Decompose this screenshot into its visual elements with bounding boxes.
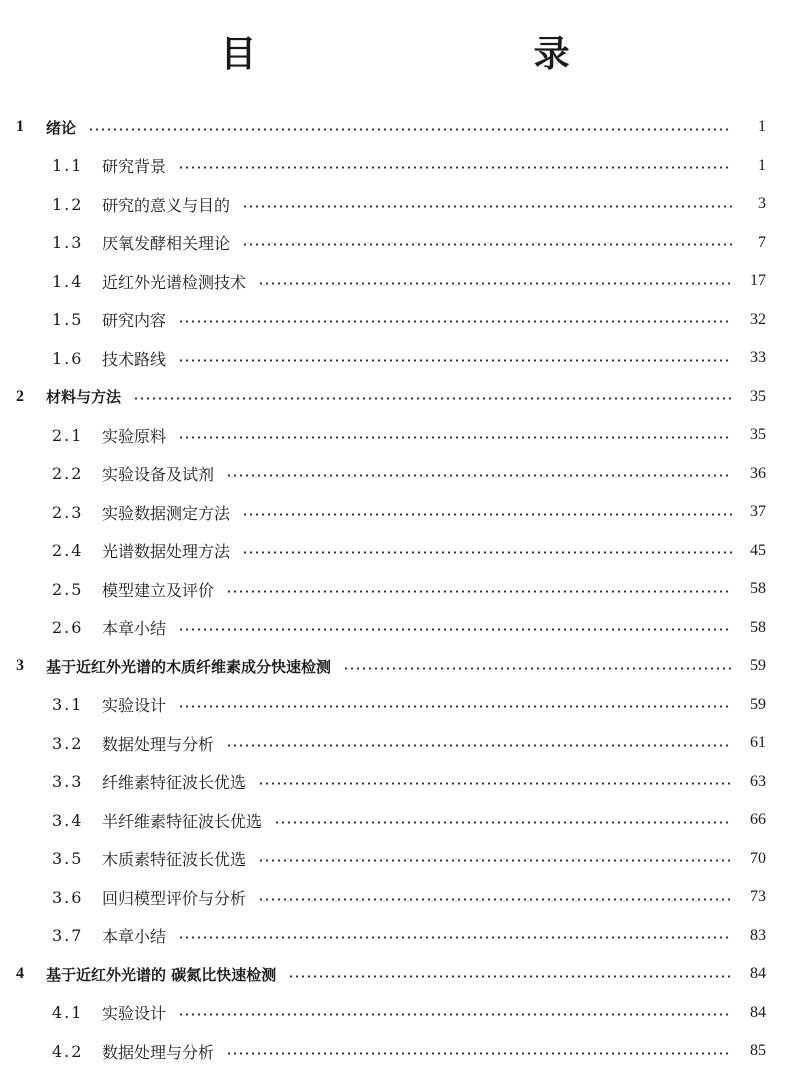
page-title: 目 录 <box>220 33 638 75</box>
toc-entry-number: 1.2 <box>52 194 84 214</box>
toc-section-entry[interactable] <box>0 532 790 571</box>
toc-entry-number: 2.1 <box>52 425 84 445</box>
toc-entry-title: 数据处理与分析 <box>102 734 215 754</box>
toc-entry-number: 1.3 <box>52 233 84 253</box>
dot-leader <box>178 1013 732 1017</box>
dot-leader <box>288 974 732 978</box>
toc-entry-title: 半纤维素特征波长优选 <box>102 811 263 831</box>
toc-entry-page-number: 33 <box>750 349 766 367</box>
toc-entry-number: 2 <box>16 387 24 405</box>
toc-entry-title: 模型建立及评价 <box>102 580 215 600</box>
toc-entry-title: 实验数据测定方法 <box>102 503 231 523</box>
toc-entry-page-number: 32 <box>750 310 766 328</box>
toc-entry-page-number: 84 <box>750 1003 766 1021</box>
dot-leader <box>88 127 732 131</box>
toc-entry-title: 纤维素特征波长优选 <box>102 773 247 793</box>
toc-entry-title: 研究内容 <box>102 311 167 331</box>
toc-entry-page-number: 1 <box>758 156 766 174</box>
toc-entry-number: 1.4 <box>52 271 84 291</box>
toc-section-entry[interactable] <box>0 224 790 263</box>
toc-entry-title: 技术路线 <box>102 349 167 369</box>
toc-entry-number: 2.2 <box>52 464 84 484</box>
toc-entry-page-number: 3 <box>758 195 766 213</box>
toc-entry-page-number: 17 <box>750 272 766 290</box>
toc-entry-page-number: 37 <box>750 503 766 521</box>
dot-leader <box>274 820 732 824</box>
toc-entry-page-number: 36 <box>750 464 766 482</box>
toc-entry-number: 1.6 <box>52 348 84 368</box>
toc-entry-title: 厌氧发酵相关理论 <box>102 234 231 254</box>
toc-entry-title: 实验原料 <box>102 426 167 446</box>
toc-entry-page-number: 85 <box>750 1042 766 1060</box>
toc-section-entry[interactable] <box>0 262 790 301</box>
toc-entry-page-number: 66 <box>750 811 766 829</box>
dot-leader <box>242 204 732 208</box>
toc-entry-title: 回归模型评价与分析 <box>102 888 247 908</box>
dot-leader <box>178 936 732 940</box>
toc-entry-number: 4 <box>16 965 24 983</box>
toc-entry-page-number: 84 <box>750 965 766 983</box>
dot-leader <box>178 628 732 632</box>
toc-entry-page-number: 58 <box>750 580 766 598</box>
toc-entry-title: 实验设计 <box>102 696 167 716</box>
toc-entry-number: 1 <box>16 118 24 136</box>
toc-section-entry[interactable] <box>0 339 790 378</box>
dot-leader <box>178 320 732 324</box>
toc-entry-page-number: 35 <box>750 426 766 444</box>
toc-entry-number: 2.3 <box>52 502 84 522</box>
toc-entry-page-number: 73 <box>750 888 766 906</box>
toc-entry-title: 实验设计 <box>102 1004 167 1024</box>
dot-leader <box>258 897 732 901</box>
toc-entry-title: 研究背景 <box>102 157 167 177</box>
toc-entry-page-number: 63 <box>750 772 766 790</box>
toc-section-entry[interactable] <box>0 147 790 186</box>
toc-chapter-entry[interactable] <box>0 955 790 994</box>
toc-entry-number: 3 <box>16 657 24 675</box>
toc-section-entry[interactable] <box>0 801 790 840</box>
toc-entry-number: 3.2 <box>52 733 84 753</box>
toc-chapter-entry[interactable] <box>0 108 790 147</box>
toc-section-entry[interactable] <box>0 878 790 917</box>
toc-section-entry[interactable] <box>0 570 790 609</box>
dot-leader <box>258 782 732 786</box>
toc-entry-page-number: 83 <box>750 926 766 944</box>
dot-leader <box>242 551 732 555</box>
toc-entry-number: 1.1 <box>52 156 84 176</box>
toc-entry-page-number: 35 <box>750 387 766 405</box>
dot-leader <box>226 1051 732 1055</box>
toc-entry-page-number: 7 <box>758 233 766 251</box>
toc-section-entry[interactable] <box>0 724 790 763</box>
toc-entry-title: 材料与方法 <box>46 388 122 407</box>
toc-entry-number: 3.5 <box>52 849 84 869</box>
toc-section-entry[interactable] <box>0 763 790 802</box>
dot-leader <box>226 743 732 747</box>
toc-entry-page-number: 59 <box>750 695 766 713</box>
toc-section-entry[interactable] <box>0 609 790 648</box>
toc-section-entry[interactable] <box>0 686 790 725</box>
dot-leader <box>178 358 732 362</box>
toc-section-entry[interactable] <box>0 416 790 455</box>
toc-entry-number: 4.1 <box>52 1003 84 1023</box>
toc-entry-title: 本章小结 <box>102 619 167 639</box>
toc-section-entry[interactable] <box>0 493 790 532</box>
toc-entry-title: 基于近红外光谱的 碳氮比快速检测 <box>46 965 277 984</box>
toc-entry-number: 1.5 <box>52 310 84 330</box>
dot-leader <box>178 435 732 439</box>
dot-leader <box>242 243 732 247</box>
toc-entry-number: 3.3 <box>52 772 84 792</box>
toc-chapter-entry[interactable] <box>0 378 790 417</box>
toc-section-entry[interactable] <box>0 185 790 224</box>
dot-leader <box>242 512 732 516</box>
toc-entry-number: 3.6 <box>52 887 84 907</box>
toc-section-entry[interactable] <box>0 301 790 340</box>
toc-entry-number: 3.1 <box>52 695 84 715</box>
toc-entry-title: 光谱数据处理方法 <box>102 542 231 562</box>
toc-entry-page-number: 61 <box>750 734 766 752</box>
toc-entry-number: 4.2 <box>52 1041 84 1061</box>
toc-entry-title: 木质素特征波长优选 <box>102 850 247 870</box>
toc-section-entry[interactable] <box>0 994 790 1033</box>
toc-entry-title: 近红外光谱检测技术 <box>102 272 247 292</box>
toc-entry-page-number: 70 <box>750 849 766 867</box>
dot-leader <box>178 705 732 709</box>
toc-entry-title: 本章小结 <box>102 927 167 947</box>
toc-entry-number: 3.7 <box>52 926 84 946</box>
toc-entry-page-number: 45 <box>750 541 766 559</box>
dot-leader <box>133 397 732 401</box>
toc-entry-page-number: 58 <box>750 618 766 636</box>
dot-leader <box>258 859 732 863</box>
dot-leader <box>226 474 732 478</box>
dot-leader <box>258 281 732 285</box>
table-of-contents <box>0 108 790 1071</box>
toc-section-entry[interactable] <box>0 455 790 494</box>
toc-entry-title: 实验设备及试剂 <box>102 465 215 485</box>
toc-entry-number: 2.5 <box>52 579 84 599</box>
toc-section-entry[interactable] <box>0 840 790 879</box>
toc-entry-title: 研究的意义与目的 <box>102 195 231 215</box>
dot-leader <box>178 166 732 170</box>
toc-entry-number: 3.4 <box>52 810 84 830</box>
toc-section-entry[interactable] <box>0 1032 790 1071</box>
toc-section-entry[interactable] <box>0 917 790 956</box>
toc-entry-page-number: 1 <box>758 118 766 136</box>
toc-entry-title: 数据处理与分析 <box>102 1042 215 1062</box>
toc-entry-number: 2.4 <box>52 541 84 561</box>
dot-leader <box>343 666 732 670</box>
toc-entry-number: 2.6 <box>52 618 84 638</box>
toc-entry-title: 绪论 <box>46 118 77 137</box>
dot-leader <box>226 589 732 593</box>
toc-entry-title: 基于近红外光谱的木质纤维素成分快速检测 <box>46 657 332 676</box>
toc-entry-page-number: 59 <box>750 657 766 675</box>
toc-chapter-entry[interactable] <box>0 647 790 686</box>
